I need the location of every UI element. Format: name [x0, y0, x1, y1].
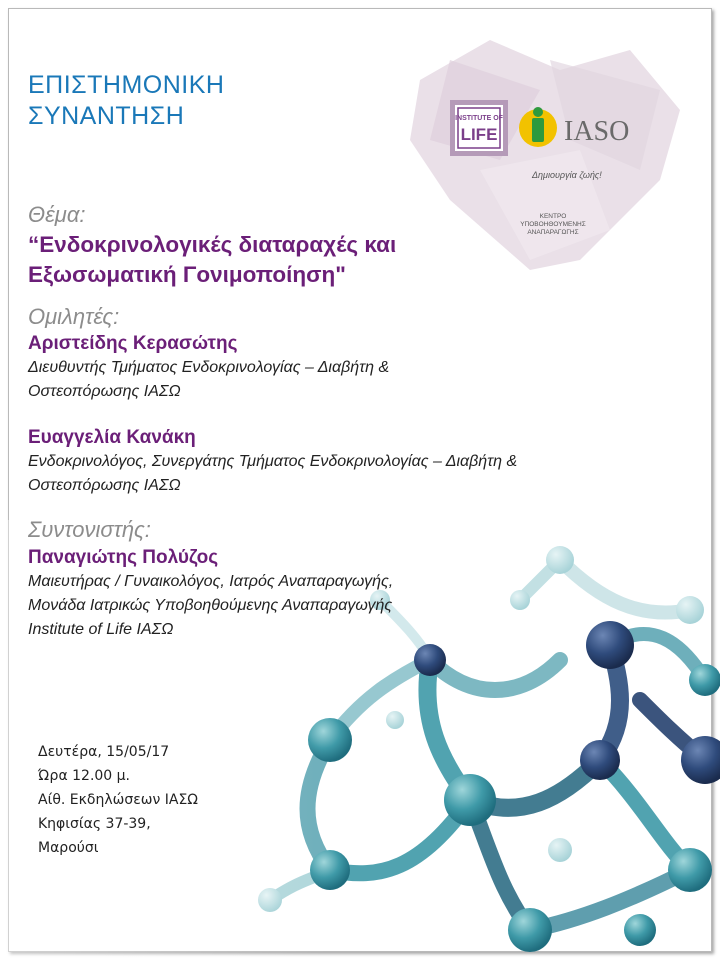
slogan-text: Δημιουργία ζωής! [532, 170, 602, 180]
heading-line-1: ΕΠΙΣΤΗΜΟΝΙΚΗ [28, 71, 225, 99]
speaker-1-desc-line-2: Οστεοπόρωσης ΙΑΣΩ [28, 383, 181, 400]
institute-of-life-logo [450, 100, 508, 156]
speaker-2-desc-line-1: Ενδοκρινολόγος, Συνεργάτης Τμήματος Ενδοκρινολογίας – Διαβήτη & [28, 453, 518, 470]
moderator-desc-line-1: Μαιευτήρας / Γυναικολόγος, Ιατρός Αναπαραγωγής, [28, 573, 394, 590]
moderator-desc-line-2: Μονάδα Ιατρικώς Υποβοηθούμενης Αναπαραγωγής [28, 597, 393, 614]
event-room: Αίθ. Εκδηλώσεων ΙΑΣΩ [38, 792, 199, 808]
logo-area [380, 30, 700, 280]
heading-line-2: ΣΥΝΑΝΤΗΣΗ [28, 102, 185, 130]
topic-label: Θέμα: [28, 202, 86, 227]
center-line-2: ΥΠΟΒΟΗΘΟΥΜΕΝΗΣ [520, 221, 586, 228]
speaker-1-desc-line-1: Διευθυντής Τμήματος Ενδοκρινολογίας – Διαβήτη & [28, 359, 390, 376]
moderator-label: Συντονιστής: [28, 517, 151, 542]
event-street: Κηφισίας 37-39, [38, 816, 151, 832]
speaker-2-name: Ευαγγελία Κανάκη [28, 427, 196, 448]
center-line-1: ΚΕΝΤΡΟ [539, 213, 567, 220]
speakers-label: Ομιλητές: [28, 304, 120, 329]
topic-line-1: “Ενδοκρινολογικές διαταραχές και [28, 232, 397, 257]
life-logo-main-text: LIFE [460, 125, 498, 144]
moderator-name: Παναγιώτης Πολύζος [28, 547, 219, 568]
event-time: Ώρα 12.00 μ. [38, 768, 131, 784]
event-date: Δευτέρα, 15/05/17 [38, 744, 170, 760]
iaso-logo-text: IASO [564, 116, 630, 147]
topic-line-2: Εξωσωματική Γονιμοποίηση" [28, 262, 346, 287]
event-area: Μαρούσι [38, 840, 99, 856]
center-line-3: ΑΝΑΠΑΡΑΓΩΓΗΣ [527, 229, 579, 236]
moderator-desc-line-3: Institute of Life ΙΑΣΩ [28, 621, 174, 638]
speaker-1-name: Αριστείδης Κερασώτης [28, 333, 238, 354]
speaker-2-desc-line-2: Οστεοπόρωσης ΙΑΣΩ [28, 477, 181, 494]
life-logo-top-text: INSTITUTE OF [455, 115, 503, 122]
